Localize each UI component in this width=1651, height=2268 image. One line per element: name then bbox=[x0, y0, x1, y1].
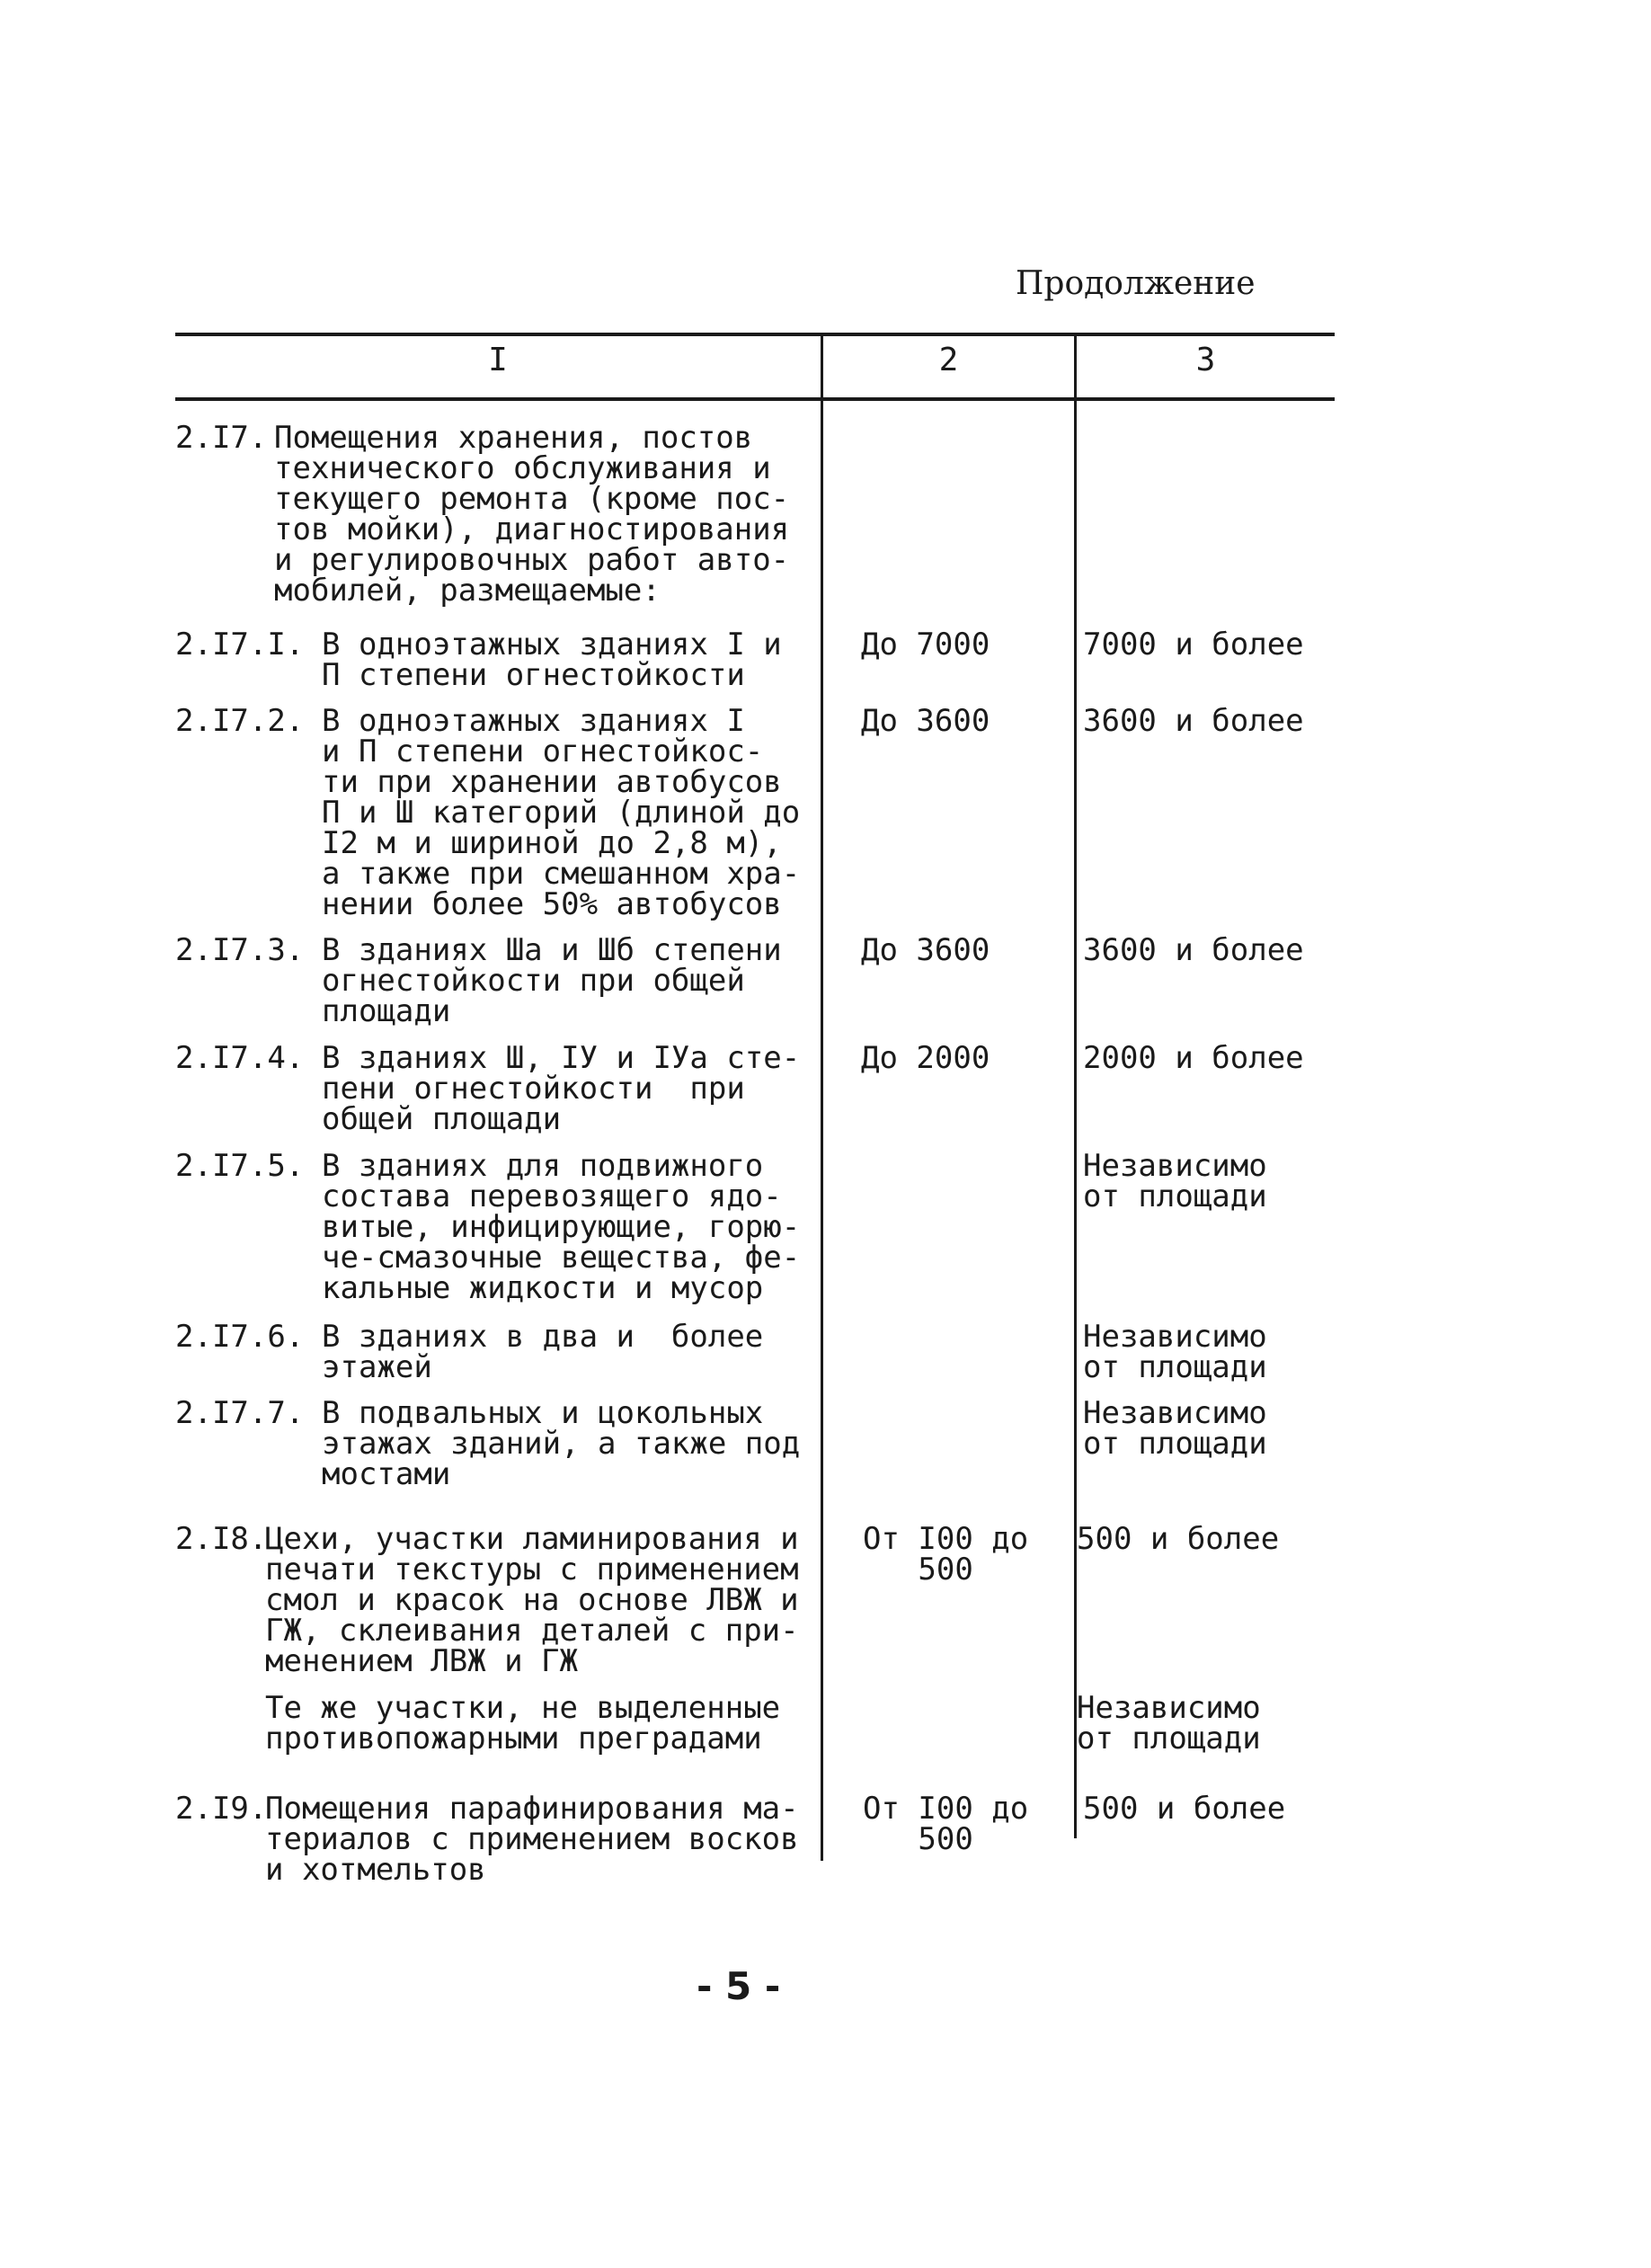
row-col3-value: 3600 и более bbox=[1083, 932, 1304, 968]
row-number: 2.I7.2. bbox=[175, 703, 305, 739]
row-number: 2.I9. bbox=[175, 1791, 268, 1827]
table-top-rule bbox=[175, 333, 1335, 336]
row-description: В зданиях для подвижного состава перевозящего ядо- витые, инфицирующие, горю- че-смазочные вещества, фе- кальные жидкости и мусор bbox=[322, 1148, 801, 1306]
table-header-rule bbox=[175, 397, 1335, 401]
row-col2-value: До 3600 bbox=[861, 703, 990, 739]
row-number: 2.I7.5. bbox=[175, 1148, 305, 1184]
row-number: 2.I7. bbox=[175, 420, 268, 456]
row-col2-value: От I00 до 500 bbox=[863, 1521, 1029, 1588]
row-description: Цехи, участки ламинирования и печати текстуры с применением смол и красок на основе ЛВЖ и ГЖ, склеивания деталей с при- менением ЛВЖ и ГЖ bbox=[265, 1521, 799, 1679]
row-col3-value: Независимо от площади bbox=[1077, 1690, 1261, 1757]
row-number: 2.I7.6. bbox=[175, 1319, 305, 1355]
row-number: 2.I7.4. bbox=[175, 1040, 305, 1076]
row-col2-value: До 3600 bbox=[861, 932, 990, 968]
row-number: 2.I8. bbox=[175, 1521, 268, 1557]
column-header-2: 2 bbox=[938, 342, 959, 378]
row-description: В зданиях Ш, IУ и IУа сте- пени огнестойкости при общей площади bbox=[322, 1040, 801, 1137]
row-col3-value: Независимо от площади bbox=[1083, 1319, 1267, 1385]
row-col2-value: До 2000 bbox=[861, 1040, 990, 1076]
row-col3-value: 500 и более bbox=[1083, 1791, 1286, 1827]
column-divider-1 bbox=[821, 333, 823, 1861]
row-col3-value: 2000 и более bbox=[1083, 1040, 1304, 1076]
row-description: Те же участки, не выделенные противопожарными преградами bbox=[265, 1690, 781, 1757]
row-col3-value: 7000 и более bbox=[1083, 627, 1304, 663]
row-number: 2.I7.3. bbox=[175, 932, 305, 968]
row-col3-value: 3600 и более bbox=[1083, 703, 1304, 739]
column-header-1: I bbox=[488, 342, 508, 378]
column-divider-2 bbox=[1074, 333, 1077, 1838]
continuation-label: Продолжение bbox=[1016, 265, 1256, 302]
row-col2-value: От I00 до 500 bbox=[863, 1791, 1029, 1857]
row-description: Помещения парафинирования ма- териалов с применением восков и хотмельтов bbox=[265, 1791, 799, 1888]
row-description: В подвальных и цокольных этажах зданий, а также под мостами bbox=[322, 1395, 801, 1492]
row-number: 2.I7.7. bbox=[175, 1395, 305, 1431]
row-description: Помещения хранения, постов технического обслуживания и текущего ремонта (кроме пос- тов мойки), диагностирования и регулировочных работ авто- мобилей, размещаемые: bbox=[274, 420, 790, 609]
row-description: В одноэтажных зданиях I и П степени огнестойкос- ти при хранении автобусов П и Ш категорий (длиной до I2 м и шириной до 2,8 м), а также при смешанном хра- нении более 50% автобусов bbox=[322, 703, 801, 922]
row-col3-value: 500 и более bbox=[1077, 1521, 1280, 1557]
column-header-3: 3 bbox=[1195, 342, 1216, 378]
page-number: - 5 - bbox=[697, 1964, 781, 2008]
row-col3-value: Независимо от площади bbox=[1083, 1148, 1267, 1214]
row-col3-value: Независимо от площади bbox=[1083, 1395, 1267, 1462]
row-description: В зданиях Ша и Шб степени огнестойкости при общей площади bbox=[322, 932, 782, 1029]
row-description: В зданиях в два и более этажей bbox=[322, 1319, 764, 1385]
row-number: 2.I7.I. bbox=[175, 627, 305, 663]
row-description: В одноэтажных зданиях I и П степени огнестойкости bbox=[322, 627, 782, 693]
row-col2-value: До 7000 bbox=[861, 627, 990, 663]
